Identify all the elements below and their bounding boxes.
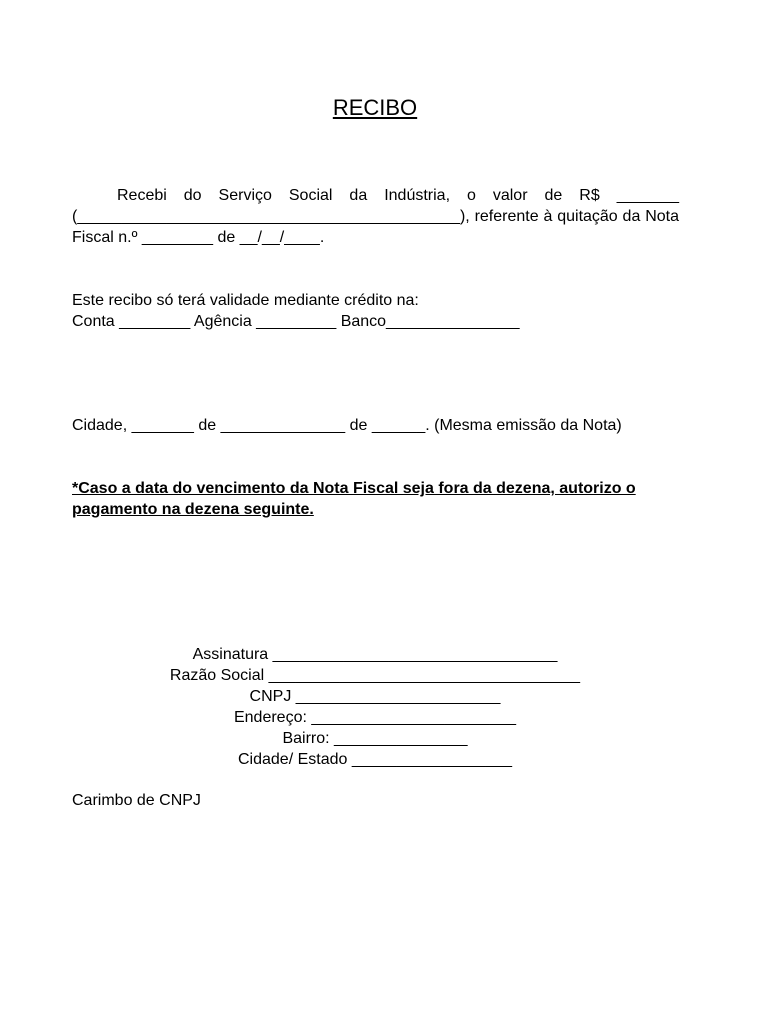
receipt-paragraph: Recebi do Serviço Social da Indústria, o valor de R$ _______ (___________________________________________), referente à quitação da Nota Fiscal n.º ________ de __/__/____. — [72, 187, 679, 246]
address-line: Endereço: _______________________ — [233, 709, 517, 726]
stamp-label: Carimbo de CNPJ — [72, 792, 201, 809]
city-state-line: Cidade/ Estado __________________ — [237, 751, 513, 768]
signature-line: Assinatura ________________________________ — [192, 646, 558, 663]
validity-section — [72, 290, 679, 332]
document-title: RECIBO — [332, 95, 418, 120]
company-name-line: Razão Social ___________________________________ — [169, 667, 581, 684]
signature-block — [0, 644, 750, 770]
validity-line: Este recibo só terá validade mediante crédito na: — [72, 292, 419, 309]
city-date-line: Cidade, _______ de ______________ de ______. (Mesma emissão da Nota) — [72, 417, 622, 434]
district-line: Bairro: _______________ — [282, 730, 468, 747]
bank-details-line: Conta ________ Agência _________ Banco_______________ — [72, 313, 520, 330]
cnpj-line: CNPJ _______________________ — [249, 688, 501, 705]
payment-notice: *Caso a data do vencimento da Nota Fiscal seja fora da dezena, autorizo o pagamento na dezena seguinte. — [72, 480, 636, 518]
